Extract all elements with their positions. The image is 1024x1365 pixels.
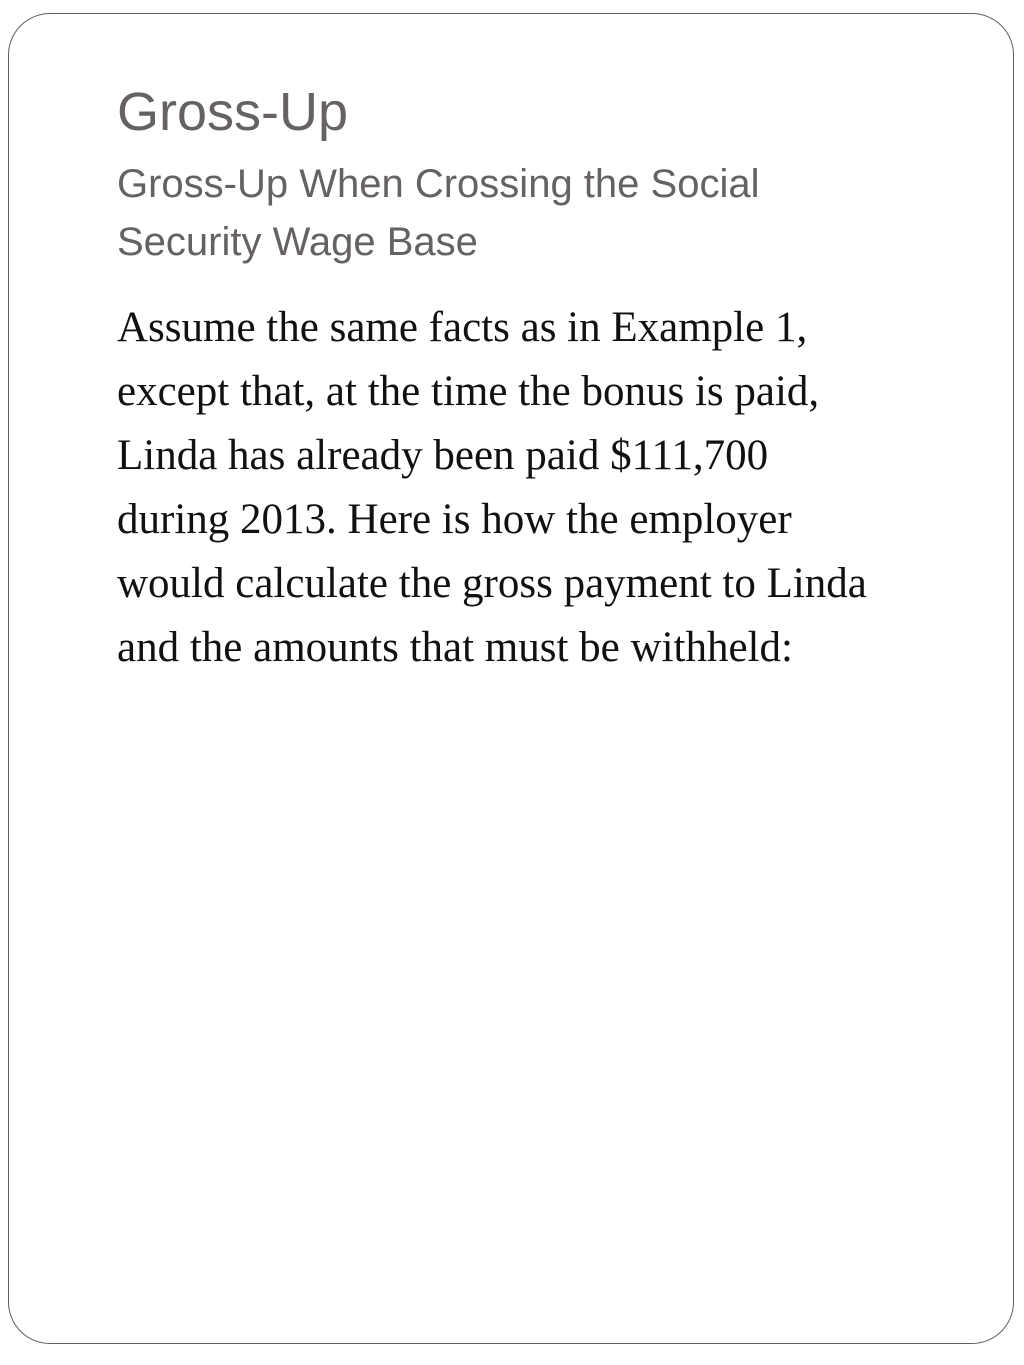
- body-line: Linda has already been paid $111,700: [117, 432, 769, 479]
- subtitle-line: Security Wage Base: [117, 220, 478, 264]
- body-line: and the amounts that must be withheld:: [117, 624, 793, 671]
- slide-body-text: [117, 296, 987, 680]
- body-line: during 2013. Here is how the employer: [117, 496, 792, 543]
- subtitle-line: Gross-Up When Crossing the Social: [117, 162, 760, 206]
- body-line: except that, at the time the bonus is paid,: [117, 368, 820, 415]
- slide-subtitle: [117, 155, 917, 271]
- body-line: would calculate the gross payment to Linda: [117, 560, 867, 607]
- body-line: Assume the same facts as in Example 1,: [117, 304, 808, 351]
- slide-title: Gross-Up: [117, 82, 349, 142]
